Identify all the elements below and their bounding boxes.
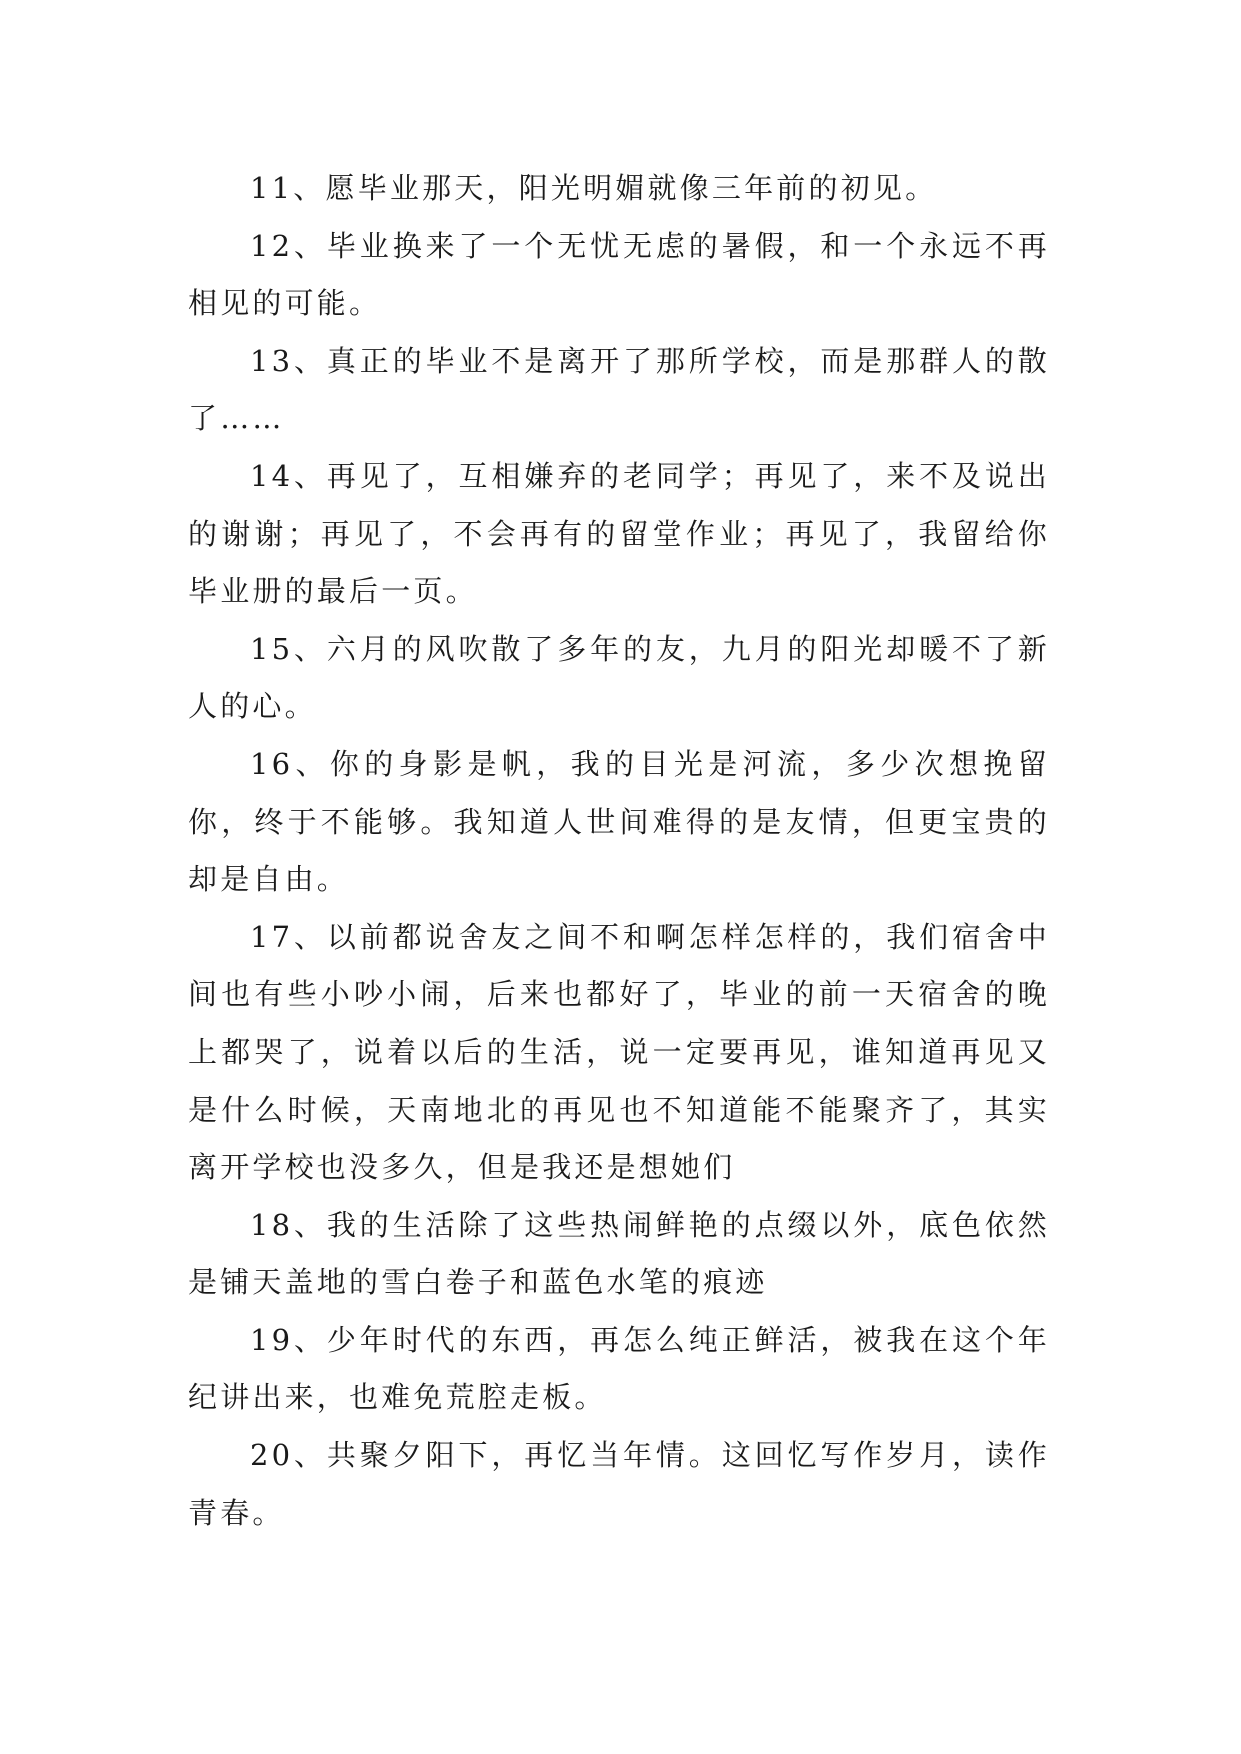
paragraph-13: 13、真正的毕业不是离开了那所学校，而是那群人的散了……: [188, 343, 1050, 436]
paragraph-20: 20、共聚夕阳下，再忆当年情。这回忆写作岁月，读作青春。: [188, 1438, 1050, 1530]
paragraph-19: 19、少年时代的东西，再怎么纯正鲜活，被我在这个年纪讲出来，也难免荒腔走板。: [188, 1322, 1050, 1415]
paragraph-11: 11、愿毕业那天，阳光明媚就像三年前的初见。: [250, 171, 938, 205]
paragraph-17: 17、以前都说舍友之间不和啊怎样怎样的，我们宿舍中间也有些小吵小闹，后来也都好了，毕业的前一天宿舍的晚上都哭了，说着以后的生活，说一定要再见，谁知道再见又是什么时候，天南地北的再见也不知道能不能聚齐了，其实离开学校也没多久，但是我还是想她们: [188, 919, 1050, 1185]
paragraph-15: 15、六月的风吹散了多年的友，九月的阳光却暖不了新人的心。: [188, 631, 1050, 724]
paragraph-14: 14、再见了，互相嫌弃的老同学；再见了，来不及说出的谢谢；再见了，不会再有的留堂作业；再见了，我留给你毕业册的最后一页。: [188, 458, 1050, 609]
paragraph-12: 12、毕业换来了一个无忧无虑的暑假，和一个永远不再相见的可能。: [188, 228, 1050, 321]
paragraph-16: 16、你的身影是帆，我的目光是河流，多少次想挽留你，终于不能够。我知道人世间难得的是友情，但更宝贵的却是自由。: [188, 746, 1050, 897]
document-body: [188, 160, 1050, 1542]
paragraph-18: 18、我的生活除了这些热闹鲜艳的点缀以外，底色依然是铺天盖地的雪白卷子和蓝色水笔的痕迹: [188, 1207, 1050, 1300]
